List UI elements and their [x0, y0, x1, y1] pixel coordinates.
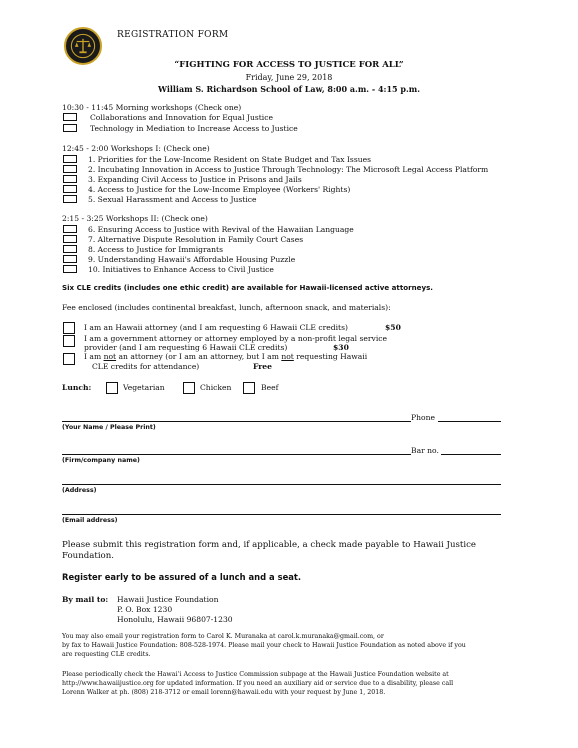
checkbox-lunch-vegetarian[interactable] [106, 382, 118, 394]
workshop-option-4: 4. Access to Justice for the Low-Income Employee (Workers' Rights) [88, 185, 351, 194]
workshop-option-3: 3. Expanding Civil Access to Justice in Prisons and Jails [88, 175, 302, 184]
fee-option-3-not-2: not [281, 352, 294, 361]
workshop-option-10: 10. Initiatives to Enhance Access to Civil Justice [88, 265, 274, 274]
checkbox-morning-2[interactable] [63, 124, 77, 132]
email-fax-line2: by fax to Hawaii Justice Foundation: 808-528-1974. Please mail your check to Hawaii Justice Foundation as noted above if you [62, 642, 466, 649]
register-early-note: Register early to be assured of a lunch and a seat. [62, 572, 302, 582]
footer-line1: Please periodically check the Hawaiʻi Access to Justice Commission subpage at the Hawaii Justice Foundation website at [62, 671, 449, 678]
address-input-line[interactable] [62, 484, 501, 485]
checkbox-workshop-2[interactable] [63, 165, 77, 173]
checkbox-workshop-8[interactable] [63, 245, 77, 253]
checkbox-workshop-5[interactable] [63, 195, 77, 203]
footer-line2: http://www.hawaiijustice.org for updated information. If you need an auxiliary aid or service due to a disability, please call [62, 680, 454, 687]
morning-option-2: Technology in Mediation to Increase Access to Justice [90, 124, 298, 133]
event-title: “FIGHTING FOR ACCESS TO JUSTICE FOR ALL” [174, 60, 404, 70]
bar-number-input-line[interactable] [441, 454, 501, 455]
lunch-label: Lunch: [62, 383, 92, 392]
workshops2-heading: 2:15 - 3:25 Workshops II: (Check one) [62, 214, 208, 223]
checkbox-fee-hawaii-attorney[interactable] [63, 322, 75, 334]
firm-input-line[interactable] [62, 454, 411, 455]
workshop-option-7: 7. Alternative Dispute Resolution in Family Court Cases [88, 235, 304, 244]
workshop-option-2: 2. Incubating Innovation in Access to Justice Through Technology: The Microsoft Legal Access Platform [88, 165, 489, 174]
workshop-option-8: 8. Access to Justice for Immigrants [88, 245, 223, 254]
form-title: REGISTRATION FORM [117, 30, 229, 40]
checkbox-fee-government-attorney[interactable] [63, 335, 75, 347]
checkbox-workshop-10[interactable] [63, 265, 77, 273]
workshop-option-6: 6. Ensuring Access to Justice with Revival of the Hawaiian Language [88, 225, 354, 234]
fee-option-3-pre: I am [84, 352, 104, 361]
checkbox-workshop-6[interactable] [63, 225, 77, 233]
checkbox-workshop-3[interactable] [63, 175, 77, 183]
submit-instructions-line2: Foundation. [62, 551, 115, 561]
address-field-label: (Address) [62, 487, 97, 494]
fee-note: Fee enclosed (includes continental breakfast, lunch, afternoon snack, and materials): [62, 303, 391, 312]
mail-address-line1: Hawaii Justice Foundation [117, 595, 219, 604]
lunch-option-chicken: Chicken [200, 383, 232, 392]
fee-price-3: Free [253, 362, 272, 371]
email-fax-line1: You may also email your registration form to Carol K. Muranaka at carol.k.muranaka@gmail.com, or [62, 633, 384, 640]
checkbox-morning-1[interactable] [63, 113, 77, 121]
workshop-option-5: 5. Sexual Harassment and Access to Justice [88, 195, 257, 204]
submit-instructions-line1: Please submit this registration form and, if applicable, a check made payable to Hawaii Justice [62, 540, 477, 550]
fee-option-3-mid: an attorney (or I am an attorney, but I am [116, 352, 282, 361]
checkbox-workshop-1[interactable] [63, 155, 77, 163]
footer-line3: Lorenn Walker at ph. (808) 218-3712 or email lorenn@hawaii.edu with your request by June 1, 2018. [62, 689, 386, 696]
name-input-line[interactable] [62, 421, 411, 422]
workshop-option-1: 1. Priorities for the Low-Income Resident on State Budget and Tax Issues [88, 155, 372, 164]
event-location: William S. Richardson School of Law, 8:00 a.m. - 4:15 p.m. [157, 84, 421, 94]
workshop-option-9: 9. Understanding Hawaii's Affordable Housing Puzzle [88, 255, 296, 264]
name-field-label: (Your Name / Please Print) [62, 424, 156, 431]
mail-address-line2: P. O. Box 1230 [117, 605, 173, 614]
fee-option-3-post: requesting Hawaii [293, 352, 368, 361]
lunch-option-vegetarian: Vegetarian [123, 383, 165, 392]
bar-number-label: Bar no. [411, 446, 439, 455]
fee-option-3-not-1: not [103, 352, 117, 361]
scales-of-justice-icon [66, 29, 100, 63]
phone-input-line[interactable] [438, 421, 501, 422]
mail-address-line3: Honolulu, Hawaii 96807-1230 [117, 615, 233, 624]
fee-price-2: $30 [333, 343, 349, 352]
checkbox-lunch-chicken[interactable] [183, 382, 195, 394]
firm-field-label: (Firm/company name) [62, 457, 140, 464]
checkbox-fee-non-attorney[interactable] [63, 353, 75, 365]
fee-option-2-line1: I am a government attorney or attorney employed by a non-profit legal service [84, 334, 388, 343]
checkbox-workshop-7[interactable] [63, 235, 77, 243]
fee-price-1: $50 [385, 323, 401, 332]
mail-label: By mail to: [62, 595, 109, 604]
cle-note: Six CLE credits (includes one ethic credit) are available for Hawaii-licensed active attorneys. [62, 283, 433, 292]
phone-label: Phone [411, 413, 435, 422]
email-input-line[interactable] [62, 514, 501, 515]
fee-option-2-line2: provider (and I am requesting 6 Hawaii CLE credits) [84, 343, 288, 352]
checkbox-workshop-9[interactable] [63, 255, 77, 263]
checkbox-lunch-beef[interactable] [243, 382, 255, 394]
event-date: Friday, June 29, 2018 [245, 73, 333, 82]
email-field-label: (Email address) [62, 517, 118, 524]
checkbox-workshop-4[interactable] [63, 185, 77, 193]
email-fax-line3: are requesting CLE credits. [62, 651, 151, 658]
morning-option-1: Collaborations and Innovation for Equal Justice [90, 113, 273, 122]
lunch-option-beef: Beef [261, 383, 279, 392]
morning-heading: 10:30 - 11:45 Morning workshops (Check one) [62, 103, 242, 112]
fee-option-3-line1 [84, 352, 367, 361]
fee-option-3-line2: CLE credits for attendance) [92, 362, 200, 371]
workshops1-heading: 12:45 - 2:00 Workshops I: (Check one) [62, 144, 210, 153]
fee-option-1: I am an Hawaii attorney (and I am requesting 6 Hawaii CLE credits) [84, 323, 348, 332]
